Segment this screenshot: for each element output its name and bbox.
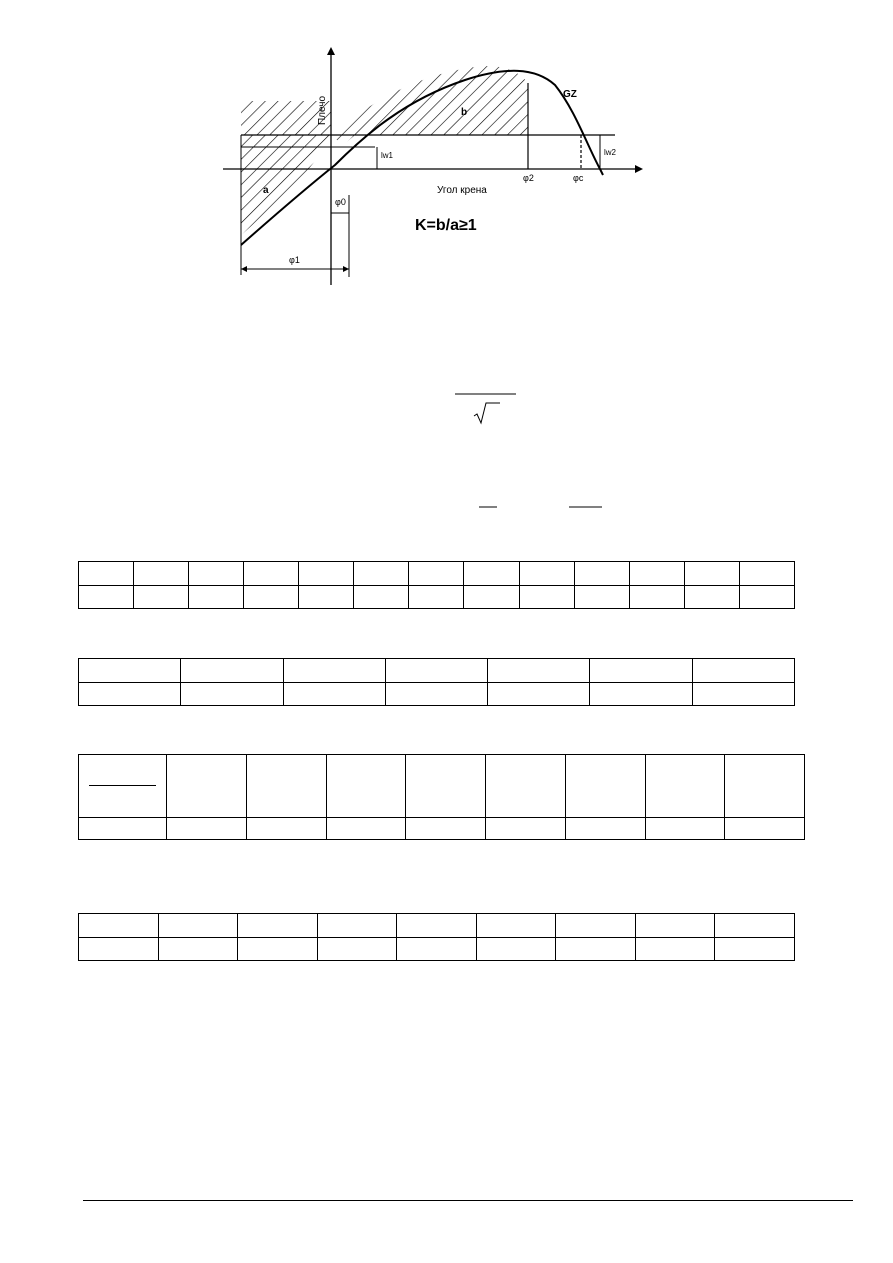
table-cell <box>158 914 238 938</box>
table-cell <box>556 914 636 938</box>
table-row <box>79 562 795 586</box>
table-cell <box>488 659 590 683</box>
table-cell <box>739 585 794 609</box>
phi0-label: φ0 <box>335 197 346 207</box>
curve-label: GZ <box>563 89 577 100</box>
table-cell <box>246 818 326 840</box>
table-cell <box>79 755 167 818</box>
table-cell <box>692 682 794 706</box>
table-cell <box>739 562 794 586</box>
table-cell <box>79 585 134 609</box>
table-cell <box>565 755 645 818</box>
table-cell <box>715 914 795 938</box>
table-cell <box>715 937 795 961</box>
table-cell <box>684 562 739 586</box>
table-cell <box>684 585 739 609</box>
table-cell <box>283 682 385 706</box>
area-a-hatch <box>241 135 331 235</box>
table-cell <box>317 914 397 938</box>
table-cell <box>244 562 299 586</box>
fraction-line <box>89 785 156 786</box>
table-cell <box>397 914 477 938</box>
table-cell <box>476 914 556 938</box>
table-cell <box>556 937 636 961</box>
table-cell <box>238 937 318 961</box>
table-cell <box>79 562 134 586</box>
table-cell <box>299 585 354 609</box>
table-cell <box>409 585 464 609</box>
table-cell <box>590 682 692 706</box>
table-row <box>79 914 795 938</box>
table-cell <box>692 659 794 683</box>
table-cell <box>725 755 805 818</box>
table-cell <box>134 585 189 609</box>
table-cell <box>167 818 247 840</box>
table-cell <box>79 914 159 938</box>
fraction-bars <box>475 503 605 513</box>
phi2-label: φ2 <box>523 173 534 183</box>
table-row <box>79 585 795 609</box>
table-cell <box>158 937 238 961</box>
phic-label: φc <box>573 173 584 183</box>
table-row <box>79 659 795 683</box>
table-cell <box>354 562 409 586</box>
table-cell <box>645 818 725 840</box>
table-cell <box>326 818 406 840</box>
table-cell <box>385 682 487 706</box>
table-cell <box>464 585 519 609</box>
table-cell <box>167 755 247 818</box>
table-cell <box>519 585 574 609</box>
table-cell <box>79 937 159 961</box>
table-cell <box>590 659 692 683</box>
table-3 <box>78 754 805 840</box>
table-cell <box>134 562 189 586</box>
table-cell <box>181 682 283 706</box>
lw1-label: lw1 <box>381 151 394 160</box>
table-row <box>79 682 795 706</box>
table-cell <box>406 755 486 818</box>
area-a-label: a <box>263 185 269 196</box>
table-cell <box>354 585 409 609</box>
table-cell <box>486 818 566 840</box>
table-cell <box>317 937 397 961</box>
table-row <box>79 755 805 818</box>
table-cell <box>246 755 326 818</box>
phi1-label: φ1 <box>289 255 300 265</box>
table-cell <box>725 818 805 840</box>
table-cell <box>283 659 385 683</box>
table-cell <box>574 562 629 586</box>
table-cell <box>79 818 167 840</box>
table-cell <box>189 585 244 609</box>
table-cell <box>486 755 566 818</box>
table-cell <box>519 562 574 586</box>
table-cell <box>645 755 725 818</box>
weather-criterion-diagram <box>215 45 645 295</box>
table-cell <box>397 937 477 961</box>
footer-rule <box>83 1200 853 1201</box>
table-cell <box>488 682 590 706</box>
table-cell <box>299 562 354 586</box>
lw2-label: lw2 <box>604 148 617 157</box>
table-cell <box>476 937 556 961</box>
area-b-hatch <box>333 66 528 135</box>
table-cell <box>464 562 519 586</box>
table-cell <box>181 659 283 683</box>
table-2 <box>78 658 795 706</box>
x-axis-label: Угол крена <box>437 185 487 196</box>
table-cell <box>409 562 464 586</box>
table-cell <box>244 585 299 609</box>
table-cell <box>635 937 715 961</box>
criterion-formula: K=b/a≥1 <box>415 217 477 234</box>
table-cell <box>238 914 318 938</box>
table-1 <box>78 561 795 609</box>
table-cell <box>406 818 486 840</box>
table-cell <box>565 818 645 840</box>
table-cell <box>629 562 684 586</box>
table-row <box>79 818 805 840</box>
area-b-label: b <box>461 107 468 118</box>
table-cell <box>635 914 715 938</box>
table-cell <box>385 659 487 683</box>
table-4 <box>78 913 795 961</box>
y-axis-label: Плечо <box>317 95 328 125</box>
table-cell <box>629 585 684 609</box>
sqrt-formula <box>450 390 520 426</box>
table-row <box>79 937 795 961</box>
table-cell <box>79 682 181 706</box>
table-cell <box>326 755 406 818</box>
table-cell <box>574 585 629 609</box>
table-cell <box>189 562 244 586</box>
table-cell <box>79 659 181 683</box>
